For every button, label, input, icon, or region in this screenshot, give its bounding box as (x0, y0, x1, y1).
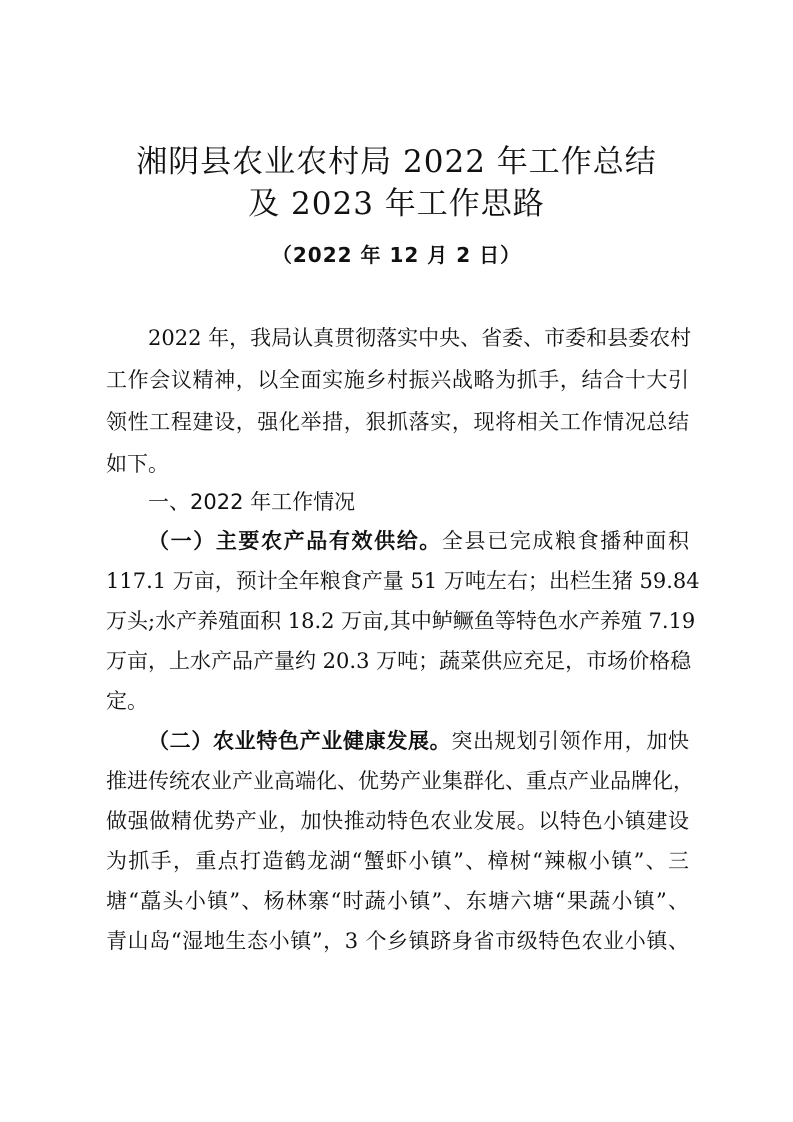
subsection-2-line-3: 做强做精优势产业，加快推动特色农业发展。以特色小镇建设 (106, 809, 689, 833)
intro-line-2: 工作会议精神，以全面实施乡村振兴战略为抓手，结合十大引 (106, 368, 689, 392)
subsection-1-line-4: 万亩，上水产品产量约 20.3 万吨；蔬菜供应充足，市场价格稳 (106, 649, 692, 673)
document-date: （2022 年 12 月 2 日） (271, 243, 522, 267)
intro-line-1: 2022 年，我局认真贯彻落实中央、省委、市委和县委农村 (148, 326, 692, 350)
subsection-1-line-5: 定。 (106, 689, 148, 713)
document-title-line-1: 湘阴县农业农村局 2022 年工作总结 (136, 144, 657, 180)
section-heading: 一、2022 年工作情况 (148, 490, 356, 514)
intro-line-4: 如下。 (106, 452, 169, 476)
subsection-1-first-line (148, 525, 689, 557)
subsection-2-first-line (148, 725, 689, 757)
subsection-1-heading: （一）主要农产品有效供给。 (148, 529, 442, 553)
subsection-1-line-2: 117.1 万亩，预计全年粮食产量 51 万吨左右；出栏生猪 59.84 (106, 569, 700, 593)
intro-line-3: 领性工程建设，强化举措，狠抓落实，现将相关工作情况总结 (106, 410, 689, 434)
subsection-2-heading: （二）农业特色产业健康发展。 (148, 729, 452, 753)
subsection-2-line-2: 推进传统农业产业高端化、优势产业集群化、重点产业品牌化， (106, 769, 694, 793)
subsection-1-line-3: 万头;水产养殖面积 18.2 万亩,其中鲈鳜鱼等特色水产养殖 7.19 (106, 609, 696, 633)
subsection-2-first-line-text: 突出规划引领作用，加快 (451, 729, 690, 753)
subsection-1-first-line-text: 全县已完成粮食播种面积 (441, 529, 690, 553)
subsection-2-line-6: 青山岛“湿地生态小镇”，3 个乡镇跻身省市级特色农业小镇、 (106, 929, 689, 953)
document-title-line-2: 及 2023 年工作思路 (248, 186, 545, 222)
subsection-2-line-4: 为抓手，重点打造鹤龙湖“蟹虾小镇”、樟树“辣椒小镇”、三 (106, 849, 689, 873)
subsection-2-line-5: 塘“藠头小镇”、杨林寨“时蔬小镇”、东塘六塘“果蔬小镇”、 (106, 889, 689, 913)
